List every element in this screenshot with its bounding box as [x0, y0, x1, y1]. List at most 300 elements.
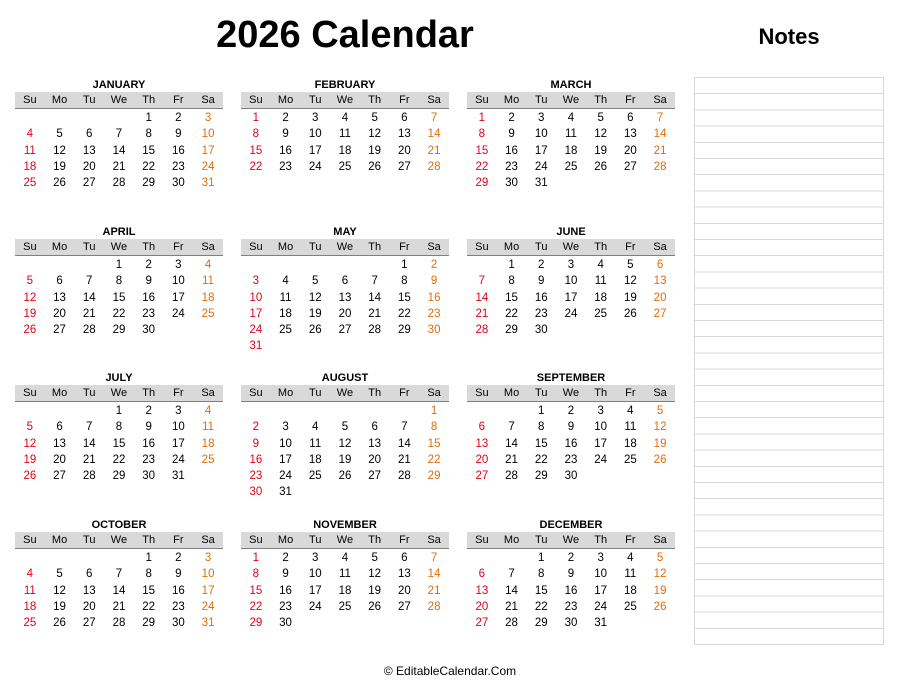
day-cell: 12: [308, 291, 322, 304]
day-cell: 1: [252, 552, 260, 564]
day-cell: 4: [26, 128, 34, 141]
month-name: SEPTEMBER: [536, 372, 606, 384]
day-cell: 13: [653, 275, 667, 288]
weekday-label: Mo: [277, 94, 294, 106]
day-cell: 2: [430, 259, 438, 271]
weekday-label: Tu: [535, 94, 548, 106]
day-cell: 23: [534, 307, 548, 320]
day-cell: 25: [201, 307, 215, 320]
week-row: [467, 175, 675, 191]
day-cell: 12: [53, 144, 66, 157]
day-cell: 6: [478, 568, 486, 581]
weekday-label: Mo: [503, 534, 520, 546]
empty-day-cell: [360, 338, 390, 354]
day-cell: 8: [252, 128, 260, 141]
empty-day-cell: [645, 468, 675, 484]
day-cell: 23: [279, 160, 292, 173]
day-cell: 17: [308, 144, 322, 157]
day-cell: 14: [368, 291, 382, 304]
day-cell: 30: [279, 617, 292, 630]
day-cell: 19: [53, 600, 66, 613]
week-row: [15, 419, 223, 435]
month-name: AUGUST: [321, 372, 369, 384]
week-row: [15, 403, 223, 419]
empty-day-cell: [645, 175, 675, 191]
empty-day-cell: [467, 550, 497, 566]
weekday-label: We: [562, 241, 580, 253]
day-cell: 9: [282, 568, 289, 581]
day-cell: 4: [341, 552, 349, 564]
day-cell: 13: [623, 128, 637, 141]
day-cell: 8: [508, 275, 515, 288]
weekday-label: We: [336, 94, 354, 106]
day-cell: 9: [145, 421, 152, 434]
weekday-header: [467, 92, 675, 109]
empty-day-cell: [164, 322, 194, 338]
empty-day-cell: [586, 175, 616, 191]
weekday-label: Tu: [83, 387, 96, 399]
weekday-label: Su: [23, 241, 37, 253]
day-cell: 28: [653, 160, 667, 173]
day-cell: 15: [249, 584, 263, 597]
day-cell: 6: [627, 112, 634, 124]
empty-day-cell: [193, 468, 223, 484]
day-cell: 8: [538, 568, 545, 581]
day-cell: 11: [594, 275, 607, 288]
day-cell: 11: [624, 568, 637, 581]
weekday-label: Fr: [625, 534, 636, 546]
empty-day-cell: [330, 484, 360, 500]
week-row: [15, 583, 223, 599]
weekday-header: [241, 532, 449, 549]
day-cell: 2: [282, 552, 289, 564]
weekday-label: Th: [142, 387, 156, 399]
day-cell: 24: [308, 600, 322, 613]
weekday-label: Fr: [173, 534, 184, 546]
day-cell: 13: [475, 437, 489, 450]
day-cell: 22: [112, 307, 126, 320]
weekday-label: Mo: [277, 387, 294, 399]
day-cell: 7: [656, 112, 664, 124]
day-cell: 11: [624, 421, 637, 434]
day-cell: 3: [312, 552, 319, 564]
weekday-label: Fr: [173, 387, 184, 399]
day-cell: 19: [23, 307, 37, 320]
day-cell: 23: [142, 453, 156, 466]
week-row: [15, 599, 223, 615]
day-cell: 18: [201, 437, 215, 450]
weekday-label: Fr: [625, 241, 636, 253]
month-april: [15, 225, 223, 338]
day-cell: 20: [397, 144, 411, 157]
day-cell: 9: [145, 275, 152, 288]
day-cell: 27: [82, 617, 96, 630]
week-row: [15, 468, 223, 484]
day-cell: 29: [534, 617, 548, 630]
week-row: [15, 452, 223, 468]
day-cell: 31: [534, 177, 548, 190]
week-row: [241, 126, 449, 142]
day-cell: 17: [249, 307, 263, 320]
weekday-label: Sa: [201, 387, 215, 399]
weekday-label: Su: [23, 534, 37, 546]
day-cell: 15: [112, 291, 126, 304]
month-name: JUNE: [556, 226, 586, 238]
day-cell: 26: [23, 470, 37, 483]
day-cell: 20: [82, 600, 96, 613]
day-cell: 28: [82, 324, 96, 337]
day-cell: 31: [249, 340, 263, 353]
day-cell: 24: [201, 160, 215, 173]
day-cell: 3: [538, 112, 545, 124]
day-cell: 16: [564, 584, 578, 597]
empty-day-cell: [390, 403, 420, 419]
weekday-label: Fr: [173, 94, 184, 106]
day-cell: 3: [597, 552, 604, 564]
weekday-label: Su: [249, 534, 263, 546]
empty-day-cell: [15, 403, 45, 419]
empty-day-cell: [616, 468, 646, 484]
day-cell: 14: [427, 128, 441, 141]
day-cell: 1: [508, 259, 515, 271]
day-cell: 18: [279, 307, 292, 320]
day-cell: 18: [623, 437, 637, 450]
month-name: MAY: [333, 226, 357, 238]
day-cell: 29: [142, 177, 156, 190]
day-cell: 27: [653, 307, 667, 320]
day-cell: 24: [308, 160, 322, 173]
month-march: [467, 78, 675, 191]
day-cell: 13: [397, 128, 411, 141]
weekday-label: Fr: [399, 94, 410, 106]
day-cell: 17: [594, 584, 608, 597]
day-cell: 13: [53, 291, 66, 304]
day-cell: 16: [534, 291, 548, 304]
week-row: [467, 452, 675, 468]
weekday-label: Mo: [51, 387, 68, 399]
day-cell: 25: [338, 600, 352, 613]
weekday-label: Sa: [653, 94, 667, 106]
day-cell: 12: [623, 275, 637, 288]
weekday-label: Th: [142, 241, 156, 253]
week-row: [467, 126, 675, 142]
empty-day-cell: [74, 550, 104, 566]
day-cell: 8: [115, 275, 123, 288]
day-cell: 20: [475, 600, 489, 613]
week-row: [467, 290, 675, 306]
weekday-label: Sa: [653, 534, 667, 546]
weekday-label: Tu: [535, 387, 548, 399]
day-cell: 14: [505, 584, 518, 597]
empty-day-cell: [15, 550, 45, 566]
weekday-label: Tu: [83, 534, 96, 546]
day-cell: 30: [534, 324, 548, 337]
day-cell: 14: [112, 584, 126, 597]
page-title: 2026 Calendar: [216, 14, 474, 56]
day-cell: 29: [427, 470, 441, 483]
day-cell: 19: [623, 291, 637, 304]
week-row: [15, 290, 223, 306]
day-cell: 7: [508, 421, 515, 434]
day-cell: 10: [171, 421, 185, 434]
day-cell: 30: [505, 177, 518, 190]
weekday-label: We: [110, 94, 128, 106]
weekday-label: Th: [594, 534, 608, 546]
notes-title: Notes: [758, 24, 820, 49]
day-cell: 1: [145, 112, 152, 124]
day-cell: 24: [279, 470, 292, 483]
day-cell: 4: [312, 421, 319, 434]
empty-day-cell: [45, 110, 75, 126]
day-cell: 1: [115, 405, 123, 417]
empty-day-cell: [616, 175, 646, 191]
empty-day-cell: [645, 615, 675, 631]
day-cell: 22: [534, 600, 548, 613]
weekday-label: Sa: [427, 241, 441, 253]
month-august: [241, 371, 449, 501]
empty-day-cell: [45, 550, 75, 566]
day-cell: 25: [623, 600, 637, 613]
day-cell: 18: [623, 584, 637, 597]
day-cell: 20: [475, 453, 489, 466]
month-december: [467, 518, 675, 631]
day-cell: 10: [201, 568, 215, 581]
day-cell: 12: [368, 568, 382, 581]
empty-day-cell: [300, 257, 330, 273]
weekday-label: Mo: [503, 387, 520, 399]
weekday-label: Fr: [625, 387, 636, 399]
day-cell: 5: [656, 405, 664, 417]
day-cell: 22: [142, 600, 156, 613]
day-cell: 19: [653, 437, 667, 450]
week-row: [467, 436, 675, 452]
day-cell: 10: [594, 568, 608, 581]
day-cell: 8: [145, 568, 152, 581]
week-row: [467, 110, 675, 126]
day-cell: 22: [397, 307, 411, 320]
day-cell: 4: [567, 112, 575, 124]
day-cell: 18: [338, 584, 352, 597]
day-cell: 27: [623, 160, 637, 173]
weekday-label: We: [336, 534, 354, 546]
day-cell: 23: [564, 600, 578, 613]
day-cell: 7: [508, 568, 515, 581]
day-cell: 6: [401, 112, 408, 124]
day-cell: 4: [627, 552, 634, 564]
day-cell: 11: [309, 437, 322, 450]
day-cell: 25: [564, 160, 578, 173]
day-cell: 19: [338, 453, 352, 466]
week-row: [467, 468, 675, 484]
day-cell: 9: [567, 568, 575, 581]
day-cell: 3: [204, 552, 212, 564]
day-cell: 15: [249, 144, 263, 157]
day-cell: 18: [201, 291, 215, 304]
day-cell: 30: [249, 486, 263, 499]
day-cell: 10: [308, 128, 322, 141]
weekday-label: We: [110, 387, 128, 399]
day-cell: 14: [653, 128, 667, 141]
day-cell: 8: [430, 421, 438, 434]
weekday-label: Su: [475, 387, 489, 399]
weekday-label: Sa: [201, 534, 215, 546]
week-row: [241, 615, 449, 631]
day-cell: 24: [564, 307, 578, 320]
weekday-label: Sa: [653, 241, 667, 253]
day-cell: 2: [538, 259, 545, 271]
day-cell: 28: [397, 470, 411, 483]
day-cell: 21: [427, 144, 441, 157]
day-cell: 24: [594, 453, 608, 466]
week-row: [15, 110, 223, 126]
day-cell: 16: [171, 144, 185, 157]
day-cell: 21: [653, 144, 667, 157]
day-cell: 24: [171, 453, 185, 466]
weekday-header: [15, 532, 223, 549]
day-cell: 9: [567, 421, 575, 434]
day-cell: 20: [53, 307, 66, 320]
day-cell: 6: [371, 421, 378, 434]
day-cell: 10: [201, 128, 215, 141]
week-row: [467, 615, 675, 631]
empty-day-cell: [241, 403, 271, 419]
day-cell: 30: [427, 324, 441, 337]
day-cell: 12: [653, 421, 667, 434]
day-cell: 19: [368, 144, 382, 157]
day-cell: 2: [567, 405, 575, 417]
weekday-label: Th: [142, 534, 156, 546]
month-june: [467, 225, 675, 338]
empty-day-cell: [419, 484, 449, 500]
day-cell: 16: [279, 144, 292, 157]
day-cell: 21: [368, 307, 382, 320]
day-cell: 2: [175, 112, 182, 124]
day-cell: 22: [427, 453, 441, 466]
week-row: [467, 550, 675, 566]
day-cell: 2: [175, 552, 182, 564]
day-cell: 27: [397, 160, 411, 173]
day-cell: 7: [430, 112, 438, 124]
day-cell: 26: [53, 177, 66, 190]
day-cell: 21: [397, 453, 411, 466]
day-cell: 13: [82, 584, 96, 597]
day-cell: 14: [82, 437, 96, 450]
week-row: [241, 484, 449, 500]
day-cell: 22: [249, 160, 263, 173]
day-cell: 16: [171, 584, 185, 597]
empty-day-cell: [104, 110, 134, 126]
day-cell: 23: [505, 160, 518, 173]
week-row: [15, 566, 223, 582]
day-cell: 13: [53, 437, 66, 450]
day-cell: 23: [249, 470, 263, 483]
day-cell: 14: [112, 144, 126, 157]
weekday-label: Th: [594, 387, 608, 399]
weekday-label: We: [110, 241, 128, 253]
day-cell: 5: [371, 112, 378, 124]
day-cell: 30: [564, 617, 578, 630]
month-september: [467, 371, 675, 484]
day-cell: 8: [401, 275, 408, 288]
day-cell: 27: [53, 324, 66, 337]
week-row: [467, 583, 675, 599]
day-cell: 11: [279, 291, 292, 304]
day-cell: 14: [82, 291, 96, 304]
empty-day-cell: [271, 338, 301, 354]
empty-day-cell: [360, 257, 390, 273]
empty-day-cell: [556, 322, 586, 338]
day-cell: 7: [86, 275, 93, 288]
week-row: [467, 322, 675, 338]
day-cell: 28: [427, 160, 441, 173]
day-cell: 25: [279, 324, 292, 337]
day-cell: 24: [594, 600, 608, 613]
day-cell: 28: [112, 617, 126, 630]
day-cell: 30: [171, 617, 185, 630]
day-cell: 28: [475, 324, 489, 337]
empty-day-cell: [45, 403, 75, 419]
week-row: [467, 159, 675, 175]
day-cell: 23: [171, 160, 185, 173]
day-cell: 27: [53, 470, 66, 483]
day-cell: 6: [401, 552, 408, 564]
day-cell: 17: [171, 437, 185, 450]
notes-lines[interactable]: [694, 77, 884, 645]
day-cell: 29: [397, 324, 411, 337]
empty-day-cell: [645, 322, 675, 338]
day-cell: 4: [282, 275, 289, 288]
weekday-label: Su: [249, 387, 263, 399]
week-row: [467, 143, 675, 159]
day-cell: 20: [397, 584, 411, 597]
weekday-label: Th: [368, 241, 382, 253]
week-row: [15, 273, 223, 289]
month-january: [15, 78, 223, 191]
day-cell: 28: [82, 470, 96, 483]
weekday-label: Su: [249, 94, 263, 106]
day-cell: 21: [505, 453, 518, 466]
day-cell: 4: [204, 405, 212, 417]
day-cell: 3: [204, 112, 212, 124]
empty-day-cell: [360, 484, 390, 500]
weekday-label: Tu: [309, 387, 322, 399]
week-row: [241, 419, 449, 435]
day-cell: 5: [56, 568, 63, 581]
week-row: [467, 403, 675, 419]
weekday-label: Th: [594, 94, 608, 106]
month-october: [15, 518, 223, 631]
day-cell: 13: [475, 584, 489, 597]
day-cell: 3: [175, 405, 182, 417]
empty-day-cell: [419, 615, 449, 631]
empty-day-cell: [556, 175, 586, 191]
week-row: [15, 436, 223, 452]
day-cell: 15: [534, 584, 548, 597]
day-cell: 15: [142, 144, 156, 157]
day-cell: 20: [82, 160, 96, 173]
day-cell: 31: [594, 617, 608, 630]
day-cell: 2: [508, 112, 515, 124]
week-row: [467, 419, 675, 435]
day-cell: 17: [171, 291, 185, 304]
day-cell: 25: [201, 453, 215, 466]
week-row: [241, 583, 449, 599]
weekday-label: Fr: [173, 241, 184, 253]
weekday-label: Su: [23, 387, 37, 399]
empty-day-cell: [360, 615, 390, 631]
day-cell: 9: [175, 128, 182, 141]
weekday-label: Th: [594, 241, 608, 253]
